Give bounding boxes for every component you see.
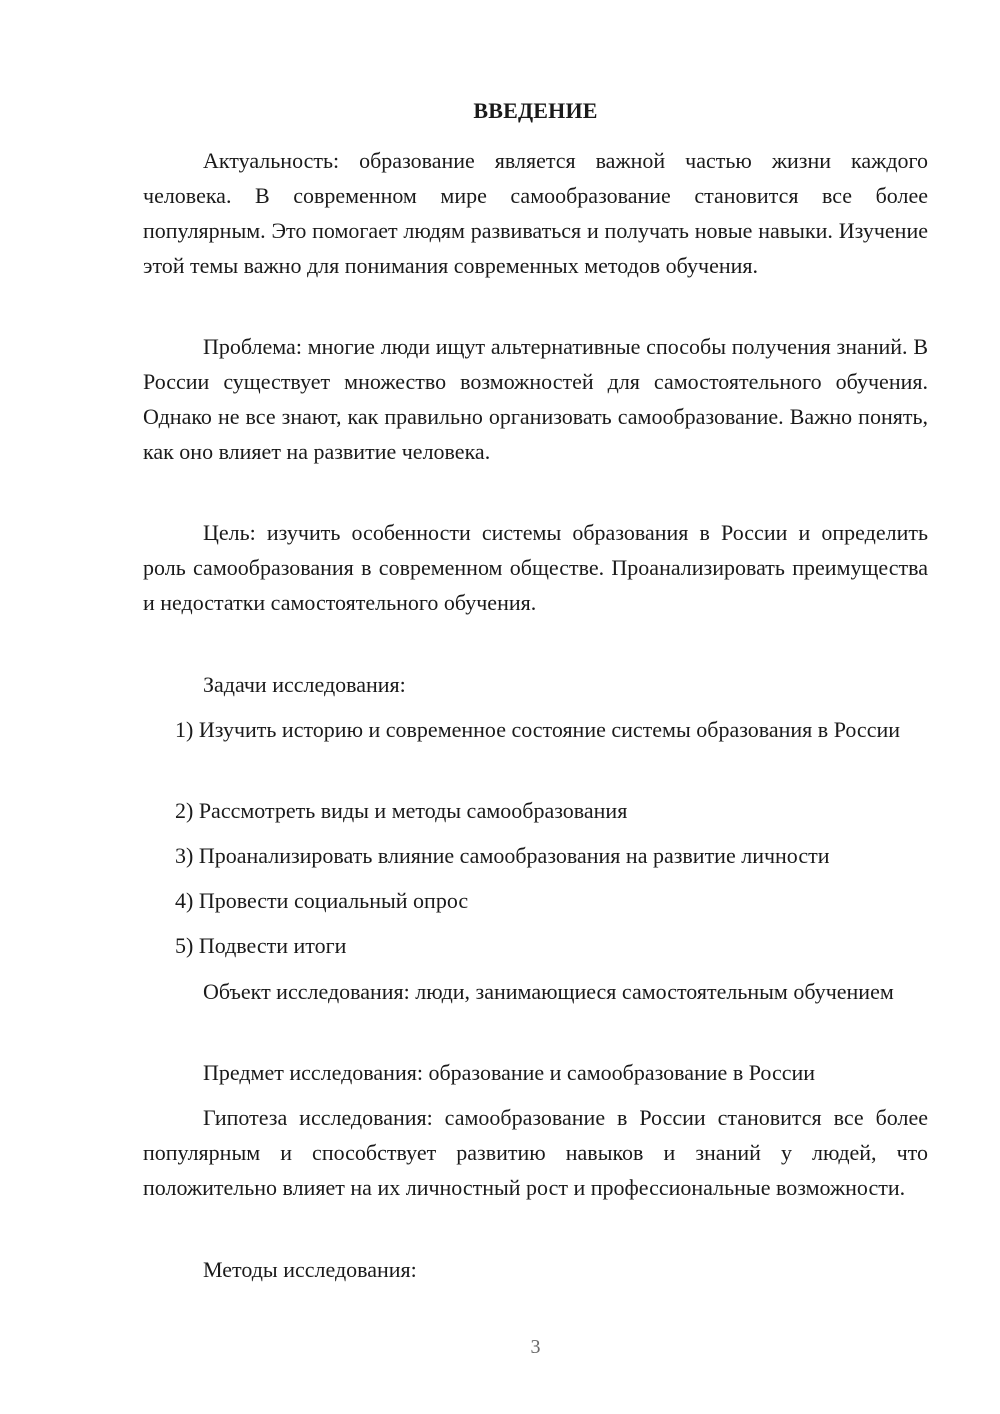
methods-heading: Методы исследования: — [203, 1257, 417, 1282]
page-title: ВВЕДЕНИЕ — [473, 98, 598, 123]
task-item-3: 3) Проанализировать влияние самообразования на развитие личности — [175, 843, 830, 868]
hypothesis-paragraph: Гипотеза исследования: самообразование в России становится все более популярным и способствует развитию навыков и знаний у людей, что положительно влияет на их личностный рост и профессиональные возможности. — [143, 1105, 928, 1200]
subject-paragraph: Предмет исследования: образование и самообразование в России — [203, 1060, 816, 1085]
tasks-heading: Задачи исследования: — [203, 672, 406, 697]
object-paragraph: Объект исследования: люди, занимающиеся самостоятельным обучением — [203, 979, 894, 1004]
task-item-1: 1) Изучить историю и современное состояние системы образования в России — [175, 717, 901, 742]
task-item-5: 5) Подвести итоги — [175, 933, 347, 958]
task-item-2: 2) Рассмотреть виды и методы самообразования — [175, 798, 628, 823]
relevance-paragraph: Актуальность: образование является важной частью жизни каждого человека. В современном мире самообразование становится все более популярным. Это помогает людям развиваться и получать новые навыки. Изучение этой темы важно для понимания современных методов обучения. — [143, 148, 928, 278]
goal-paragraph: Цель: изучить особенности системы образования в России и определить роль самообразования в современном обществе. Проанализировать преимущества и недостатки самостоятельного обучения. — [143, 520, 928, 615]
task-item-4: 4) Провести социальный опрос — [175, 888, 469, 913]
page-number: 3 — [530, 1336, 541, 1358]
problem-paragraph: Проблема: многие люди ищут альтернативные способы получения знаний. В России существует множество возможностей для самостоятельного обучения. Однако не все знают, как правильно организовать самообразование. Важно понять, как оно влияет на развитие человека. — [143, 334, 928, 464]
